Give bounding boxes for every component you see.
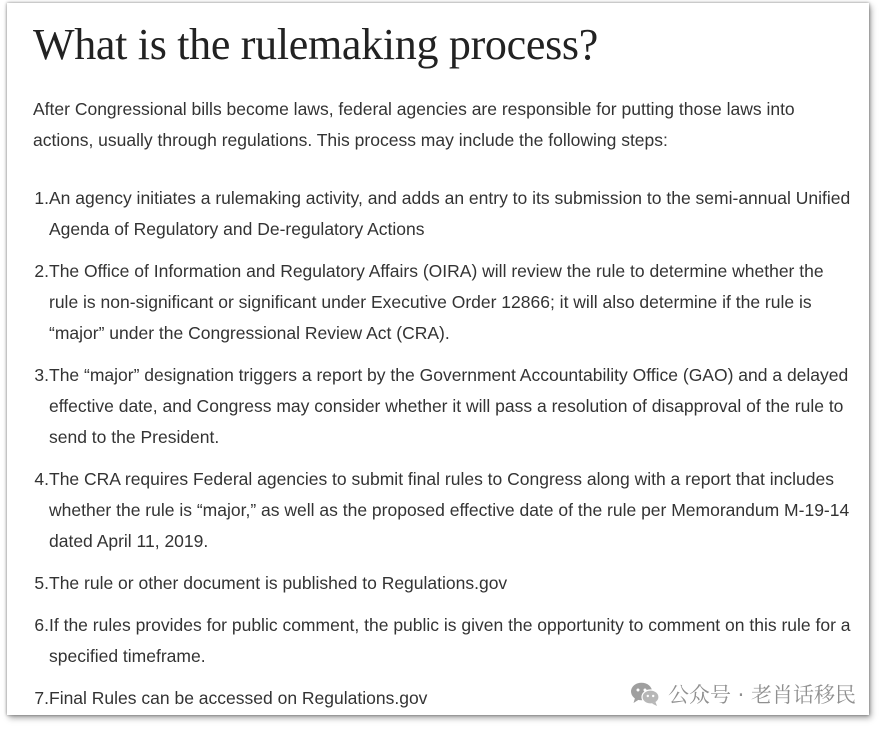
list-item — [27, 464, 857, 557]
list-item — [27, 360, 857, 453]
wechat-icon — [630, 681, 660, 707]
step-text: An agency initiates a rulemaking activity, and adds an entry to its submission to the semi-annual Unified Agenda of Regulatory and De-regulatory Actions — [49, 188, 851, 239]
list-item — [27, 183, 857, 245]
step-number: 4. — [34, 469, 49, 489]
steps-list — [27, 183, 857, 715]
list-item — [27, 256, 857, 349]
step-text: Final Rules can be accessed on Regulations.gov — [49, 688, 428, 708]
step-text: The “major” designation triggers a report by the Government Accountability Office (GAO) and a delayed effective date, and Congress may consider whether it will pass a resolution of disapproval of the rule to send to the President. — [49, 365, 849, 447]
list-item — [27, 568, 857, 599]
step-text: The Office of Information and Regulatory Affairs (OIRA) will review the rule to determine whether the rule is non-significant or significant under Executive Order 12866; it will also determine if the rule is “major” under the Congressional Review Act (CRA). — [49, 261, 824, 343]
step-text: The rule or other document is published to Regulations.gov — [49, 573, 508, 593]
step-number: 7. — [34, 688, 49, 708]
list-item — [27, 610, 857, 672]
watermark — [630, 679, 856, 709]
step-number: 6. — [34, 615, 49, 635]
article-card — [7, 3, 869, 715]
step-number: 5. — [34, 573, 49, 593]
step-text: If the rules provides for public comment, the public is given the opportunity to comment on this rule for a specified timeframe. — [49, 615, 851, 666]
step-number: 3. — [34, 365, 49, 385]
step-number: 1. — [34, 188, 49, 208]
intro-paragraph: After Congressional bills become laws, federal agencies are responsible for putting those laws into actions, usually through regulations. This process may include the following steps: — [33, 99, 795, 150]
step-number: 2. — [34, 261, 49, 281]
page-title: What is the rulemaking process? — [33, 20, 598, 69]
watermark-text: 公众号 · 老肖话移民 — [667, 683, 856, 707]
step-text: The CRA requires Federal agencies to submit final rules to Congress along with a report that includes whether the rule is “major,” as well as the proposed effective date of the rule per Memorandum M-19-14 dated April 11, 2019. — [49, 469, 850, 551]
